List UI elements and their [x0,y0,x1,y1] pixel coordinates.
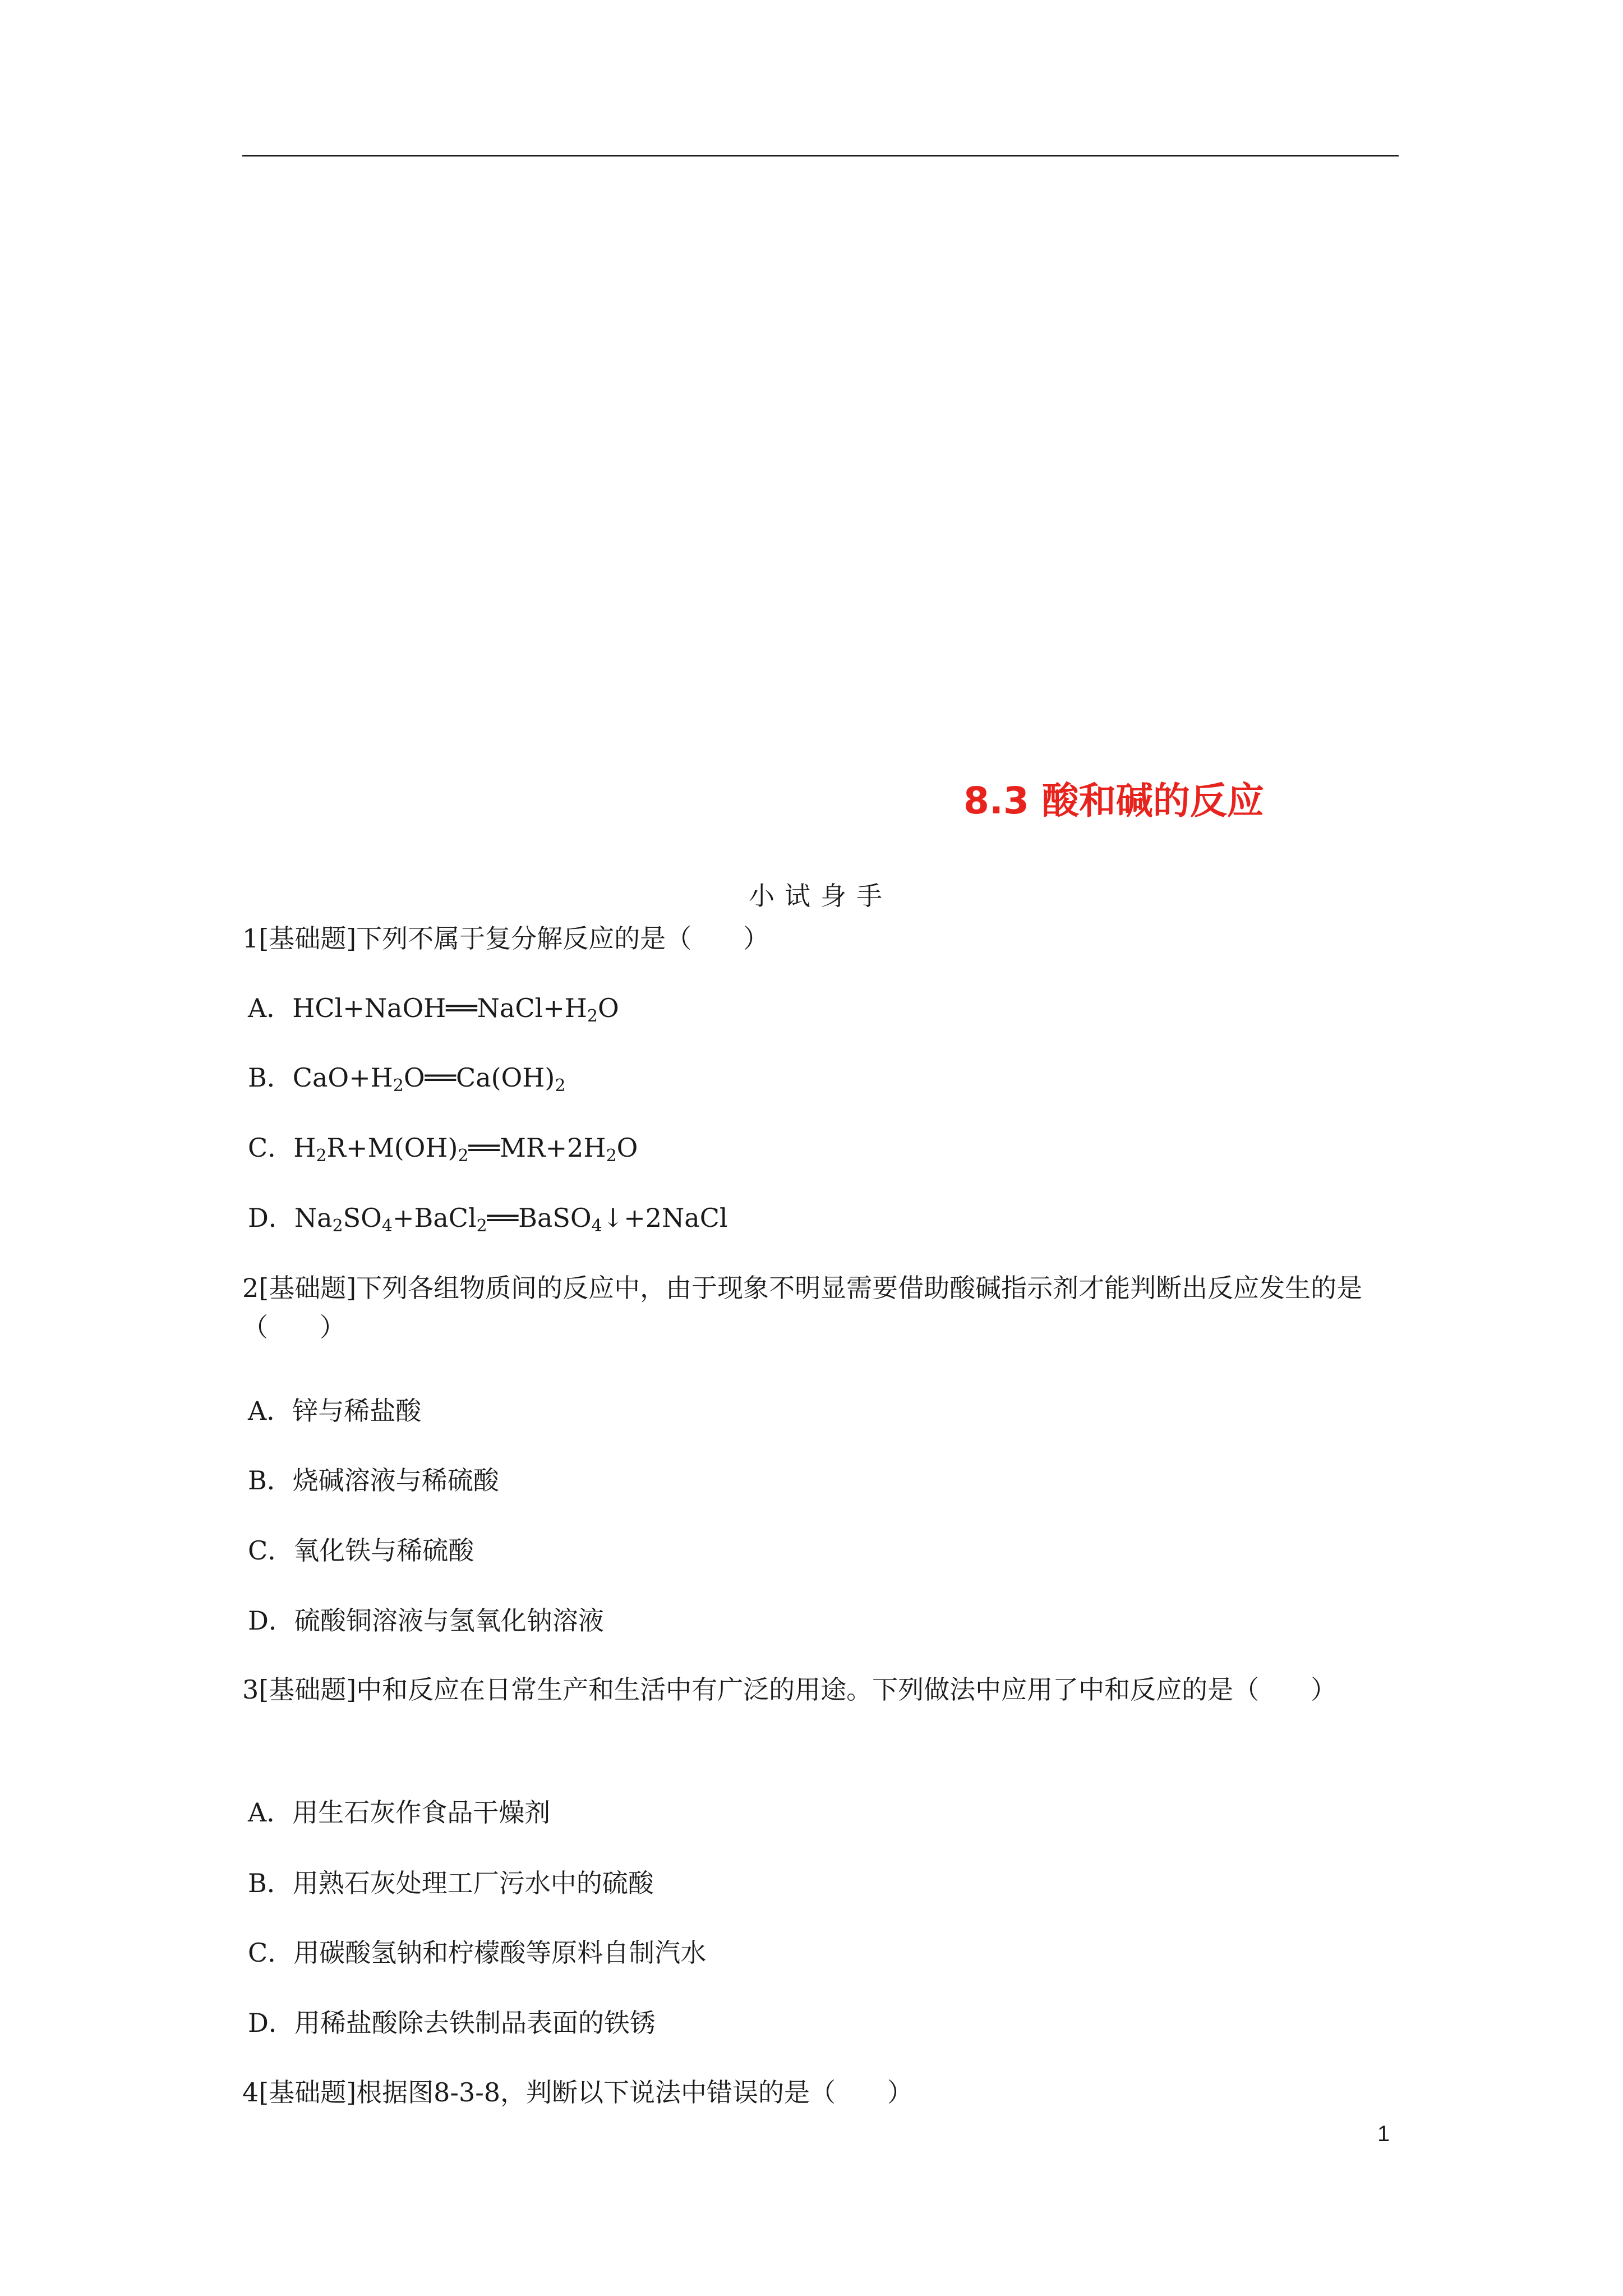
question-3-option-a: A．用生石灰作食品干燥剂 [248,1797,551,1828]
question-2-stem: 2[基础题]下列各组物质间的反应中，由于现象不明显需要借助酸碱指示剂才能判断出反应发生的是（ ） [242,1273,1363,1342]
question-2-option-a: A．锌与稀盐酸 [248,1396,422,1426]
section-heading: 小试身手 [749,881,892,911]
question-2-option-d: D．硫酸铜溶液与氢氧化钠溶液 [248,1605,604,1636]
question-4-stem: 4[基础题]根据图8-3-8，判断以下说法中错误的是（ ） [242,2077,914,2108]
question-1-option-b: B．$CaO+H_2O══Ca(OH)_2$ [248,1062,566,1096]
header-rule [242,155,1399,157]
question-3-option-b: B．用熟石灰处理工厂污水中的硫酸 [248,1868,654,1898]
question-1-option-c: C．$H_2R+M(OH)_2══MR+2H_2O$ [248,1133,638,1166]
question-1-option-d: D．$Na_2SO_4+BaCl_2══BaSO_4↓+2NaCl$ [248,1203,728,1236]
question-3-option-d: D．用稀盐酸除去铁制品表面的铁锈 [248,2008,656,2038]
question-3-option-c: C．用碳酸氢钠和柠檬酸等原料自制汽水 [248,1938,707,1968]
question-3-stem: 3[基础题]中和反应在日常生产和生活中有广泛的用途。下列做法中应用了中和反应的是（ ） [242,1674,1337,1705]
question-2-option-b: B．烧碱溶液与稀硫酸 [248,1465,499,1496]
question-2-option-c: C．氧化铁与稀硫酸 [248,1535,474,1566]
question-1-option-a: A．$HCl+NaOH══NaCl+H_2O$ [248,993,619,1026]
page-number: 1 [1377,2122,1390,2146]
question-1-stem: 1[基础题]下列不属于复分解反应的是（ ） [242,923,769,954]
page-title: 8.3 酸和碱的反应 [963,779,1264,822]
